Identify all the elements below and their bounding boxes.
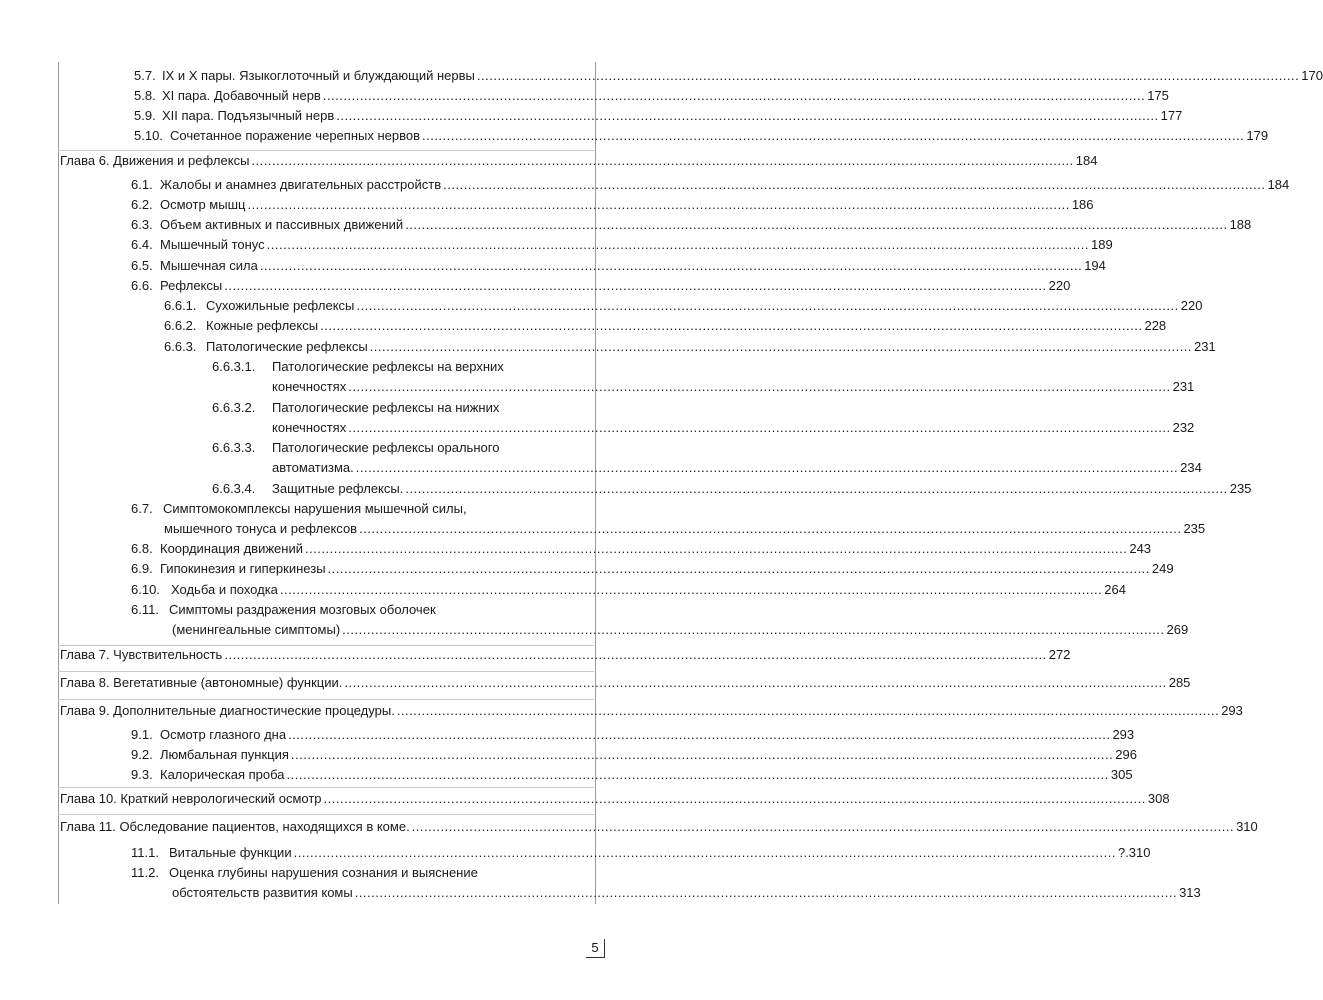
toc-entry[interactable] <box>131 582 1126 598</box>
toc-entry[interactable] <box>131 237 1113 253</box>
leader-dots <box>320 318 1142 334</box>
toc-number: 6.1. <box>131 177 153 192</box>
leader-dots <box>324 791 1146 807</box>
toc-page: 175 <box>1147 88 1169 103</box>
toc-title: автоматизма. <box>272 460 354 475</box>
toc-entry-continuation[interactable] <box>272 420 1195 436</box>
toc-number: 6.7. <box>131 501 153 516</box>
toc-entry[interactable] <box>212 400 586 416</box>
leader-dots <box>412 819 1234 835</box>
toc-title: Рефлексы <box>160 278 223 293</box>
toc-title: IX и X пары. Языкоглоточный и блуждающий нервы <box>162 68 475 83</box>
toc-number: 6.5. <box>131 258 153 273</box>
leader-dots <box>305 541 1127 557</box>
toc-number: 6.2. <box>131 197 153 212</box>
toc-title: Гипокинезия и гиперкинезы <box>160 561 326 576</box>
leader-dots <box>405 217 1227 233</box>
leader-dots <box>359 521 1181 537</box>
leader-dots <box>280 582 1102 598</box>
leader-dots <box>355 885 1177 901</box>
toc-entry-continuation[interactable] <box>272 379 1195 395</box>
toc-title: (менингеальные симптомы) <box>172 622 341 637</box>
leader-dots <box>356 460 1178 476</box>
toc-number: 6.9. <box>131 561 153 576</box>
toc-title: Жалобы и анамнез двигательных расстройств <box>160 177 442 192</box>
toc-entry[interactable] <box>131 217 1252 233</box>
toc-entry[interactable] <box>131 602 586 618</box>
leader-dots <box>287 767 1109 783</box>
toc-number: 9.3. <box>131 767 153 782</box>
toc-entry[interactable] <box>212 359 586 375</box>
toc-page: 308 <box>1147 791 1170 806</box>
leader-dots <box>348 420 1170 436</box>
toc-entry[interactable] <box>131 541 1152 557</box>
toc-page: 313 <box>1179 885 1201 900</box>
toc-page: 220 <box>1048 278 1071 293</box>
toc-entry-continuation[interactable] <box>172 885 1201 901</box>
toc-page: 305 <box>1110 767 1133 782</box>
toc-page: 243 <box>1129 541 1152 556</box>
toc-entry-continuation[interactable] <box>164 521 1206 537</box>
toc-title: Глава 11. Обследование пациентов, находящихся в коме. <box>60 819 410 834</box>
toc-entry[interactable] <box>131 561 1174 577</box>
toc-number: 5.10. <box>134 128 163 143</box>
toc-title: конечностях <box>272 379 347 394</box>
toc-number: 6.6.3.1. <box>212 359 256 374</box>
page-number: 5 <box>586 939 605 958</box>
toc-page: 188 <box>1229 217 1252 232</box>
toc-entry[interactable] <box>131 727 1135 743</box>
leader-dots <box>247 197 1069 213</box>
toc-title: Патологические рефлексы на нижних <box>272 400 500 415</box>
toc-page: 264 <box>1104 582 1126 597</box>
toc-number: 5.9. <box>134 108 156 123</box>
toc-entry[interactable] <box>131 258 1106 274</box>
toc-number: 9.2. <box>131 747 153 762</box>
toc-title: Глава 7. Чувствительность <box>60 647 223 662</box>
leader-dots <box>370 339 1192 355</box>
toc-title: Патологические рефлексы орального <box>272 440 500 455</box>
leader-dots <box>344 675 1166 691</box>
toc-page: 293 <box>1221 703 1243 718</box>
toc-number: 6.6.3.3. <box>212 440 256 455</box>
toc-chapter[interactable] <box>60 791 1170 807</box>
toc-title: Патологические рефлексы на верхних <box>272 359 504 374</box>
toc-number: 6.3. <box>131 217 153 232</box>
toc-title: Мышечная сила <box>160 258 258 273</box>
toc-entry[interactable] <box>212 440 586 456</box>
toc-chapter[interactable] <box>60 819 1258 835</box>
toc-chapter[interactable] <box>60 703 1243 719</box>
leader-dots <box>294 845 1116 861</box>
divider <box>58 150 594 151</box>
toc-title: Глава 6. Движения и рефлексы <box>60 153 250 168</box>
toc-number: 9.1. <box>131 727 153 742</box>
leader-dots <box>477 68 1299 84</box>
toc-title: Осмотр глазного дна <box>160 727 287 742</box>
leader-dots <box>251 153 1073 169</box>
leader-dots <box>356 298 1178 314</box>
toc-page: 194 <box>1084 258 1106 273</box>
leader-dots <box>443 177 1265 193</box>
toc-page: 231 <box>1194 339 1216 354</box>
leader-dots <box>288 727 1110 743</box>
toc-entry[interactable] <box>131 177 1290 193</box>
leader-dots <box>328 561 1150 577</box>
toc-title: Патологические рефлексы <box>206 339 368 354</box>
divider <box>58 814 594 815</box>
toc-entry[interactable] <box>164 339 1216 355</box>
toc-title: мышечного тонуса и рефлексов <box>164 521 358 536</box>
toc-entry[interactable] <box>212 481 1252 497</box>
toc-number: 6.6.2. <box>164 318 197 333</box>
toc-title: Сочетанное поражение черепных нервов <box>170 128 420 143</box>
toc-page: 296 <box>1115 747 1137 762</box>
leader-dots <box>397 703 1219 719</box>
toc-entry[interactable] <box>134 108 1183 124</box>
leader-dots <box>336 108 1158 124</box>
toc-page: 232 <box>1172 420 1195 435</box>
divider <box>58 645 594 646</box>
leader-dots <box>348 379 1170 395</box>
toc-number: 6.4. <box>131 237 153 252</box>
divider <box>58 787 594 788</box>
toc-page: 170 <box>1301 68 1323 83</box>
toc-entry[interactable] <box>164 318 1167 334</box>
toc-entry[interactable] <box>131 747 1137 763</box>
toc-entry[interactable] <box>131 278 1071 294</box>
toc-entry[interactable] <box>131 197 1094 213</box>
divider <box>58 671 594 672</box>
toc-title: Калорическая проба <box>160 767 285 782</box>
toc-number: 5.7. <box>134 68 156 83</box>
toc-entry-continuation[interactable] <box>172 622 1189 638</box>
toc-page: ?.310 <box>1117 845 1151 860</box>
toc-page: 228 <box>1144 318 1167 333</box>
toc-title: Ходьба и походка <box>171 582 278 597</box>
leader-dots <box>323 88 1145 104</box>
toc-title: Объем активных и пассивных движений <box>160 217 404 232</box>
toc-title: Координация движений <box>160 541 303 556</box>
toc-page: 186 <box>1071 197 1094 212</box>
toc-page: 293 <box>1112 727 1135 742</box>
toc-title: Витальные функции <box>169 845 292 860</box>
toc-page: 179 <box>1246 128 1269 143</box>
toc-chapter[interactable] <box>60 153 1098 169</box>
toc-entry[interactable] <box>131 767 1133 783</box>
toc-title: обстоятельств развития комы <box>172 885 353 900</box>
toc-entry[interactable] <box>134 68 1323 84</box>
toc-number: 5.8. <box>134 88 156 103</box>
toc-page: 184 <box>1075 153 1098 168</box>
toc-title: Симптомокомплексы нарушения мышечной силы, <box>163 501 467 516</box>
leader-dots <box>224 647 1046 663</box>
toc-entry-continuation[interactable] <box>272 460 1202 476</box>
leader-dots <box>260 258 1082 274</box>
toc-title: Глава 10. Краткий неврологический осмотр <box>60 791 322 806</box>
toc-number: 6.10. <box>131 582 160 597</box>
toc-entry[interactable] <box>134 88 1169 104</box>
leader-dots <box>291 747 1113 763</box>
toc-title: Защитные рефлексы. <box>272 481 404 496</box>
toc-entry[interactable] <box>131 865 586 881</box>
toc-title: XII пара. Подъязычный нерв <box>162 108 335 123</box>
toc-number: 11.2. <box>131 865 159 880</box>
toc-page: 189 <box>1091 237 1113 252</box>
toc-title: Сухожильные рефлексы <box>206 298 355 313</box>
leader-dots <box>422 128 1244 144</box>
toc-title: конечностях <box>272 420 347 435</box>
toc-title: Оценка глубины нарушения сознания и выяснение <box>169 865 478 880</box>
toc-entry[interactable] <box>131 845 1151 861</box>
toc-number: 6.11. <box>131 602 159 617</box>
toc-chapter[interactable] <box>60 675 1191 691</box>
toc-page: 231 <box>1172 379 1195 394</box>
toc-number: 6.8. <box>131 541 153 556</box>
toc-page: 285 <box>1168 675 1191 690</box>
leader-dots <box>267 237 1089 253</box>
toc-number: 11.1. <box>131 845 159 860</box>
toc-page: 235 <box>1183 521 1206 536</box>
toc-title: Глава 9. Дополнительные диагностические процедуры. <box>60 703 395 718</box>
toc-page: 310 <box>1236 819 1258 834</box>
toc-number: 6.6. <box>131 278 153 293</box>
toc-page: 177 <box>1160 108 1183 123</box>
toc-chapter[interactable] <box>60 647 1071 663</box>
toc-page: 220 <box>1180 298 1203 313</box>
toc-title: Глава 8. Вегетативные (автономные) функции. <box>60 675 343 690</box>
divider <box>58 699 594 700</box>
toc-page: 184 <box>1267 177 1290 192</box>
toc-number: 6.6.3.4. <box>212 481 256 496</box>
leader-dots <box>342 622 1164 638</box>
toc-page: 269 <box>1166 622 1189 637</box>
leader-dots <box>405 481 1227 497</box>
toc-page: 272 <box>1048 647 1071 662</box>
toc-page: 249 <box>1151 561 1174 576</box>
toc-number: 6.6.3. <box>164 339 197 354</box>
leader-dots <box>224 278 1046 294</box>
toc-number: 6.6.3.2. <box>212 400 256 415</box>
toc-number: 6.6.1. <box>164 298 197 313</box>
toc-title: Мышечный тонус <box>160 237 265 252</box>
toc-entry[interactable] <box>134 128 1269 144</box>
toc-page: 235 <box>1229 481 1252 496</box>
toc-title: Осмотр мышц <box>160 197 246 212</box>
toc-title: Кожные рефлексы <box>206 318 319 333</box>
toc-title: Люмбальная пункция <box>160 747 289 762</box>
toc-title: XI пара. Добавочный нерв <box>162 88 321 103</box>
toc-entry[interactable] <box>164 298 1203 314</box>
toc-entry[interactable] <box>131 501 586 517</box>
toc-page: 234 <box>1180 460 1202 475</box>
toc-title: Симптомы раздражения мозговых оболочек <box>169 602 436 617</box>
